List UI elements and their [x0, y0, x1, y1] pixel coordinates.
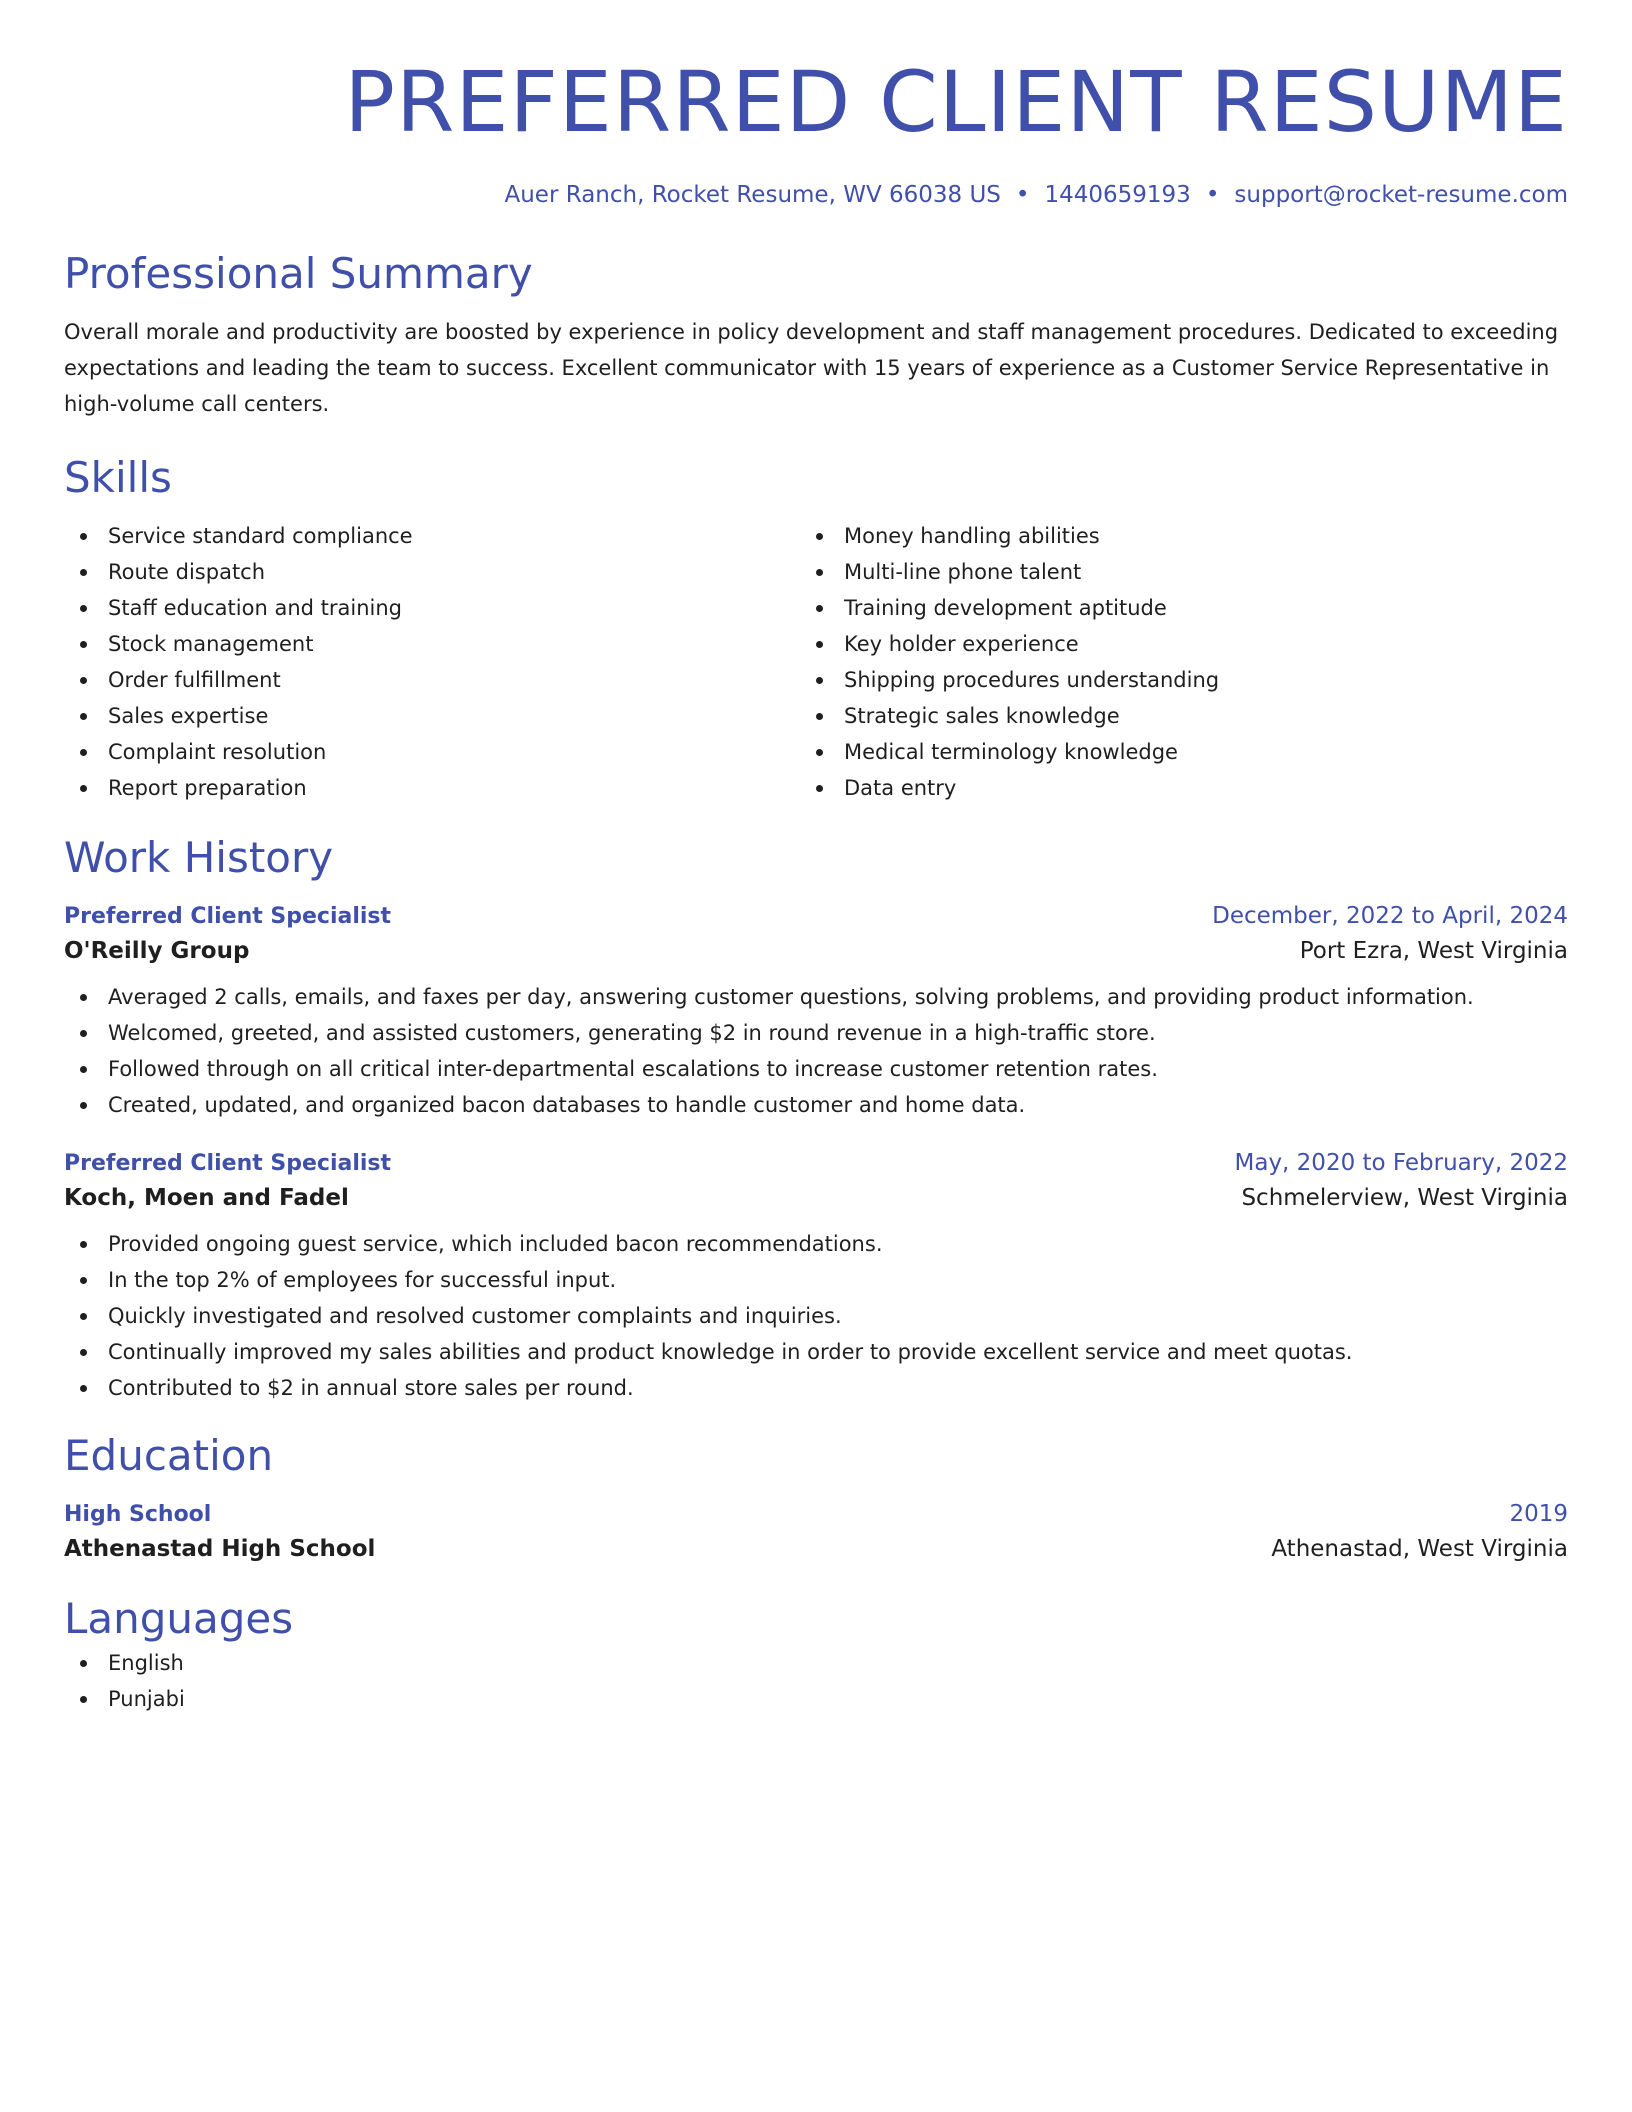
language-item: Punjabi [64, 1681, 1568, 1717]
bullet-icon [80, 1066, 87, 1073]
job-subheader [64, 1180, 1568, 1216]
job-bullet: Averaged 2 calls, emails, and faxes per day, answering customer questions, solving problems, and providing product information. [64, 979, 1568, 1015]
languages-heading: Languages [64, 1594, 294, 1643]
skills-column-left [64, 518, 800, 806]
skill-item: Money handling abilities [800, 518, 1536, 554]
work-history-heading: Work History [64, 833, 334, 882]
skill-item: Service standard compliance [64, 518, 800, 554]
skill-item: Staff education and training [64, 590, 800, 626]
contact-phone: 1440659193 [1044, 182, 1191, 208]
education-degree: High School [64, 1502, 212, 1527]
bullet-icon [80, 641, 87, 648]
bullet-icon [80, 533, 87, 540]
skill-item: Stock management [64, 626, 800, 662]
bullet-icon [80, 1030, 87, 1037]
skill-item: Order fulfillment [64, 662, 800, 698]
bullet-icon [80, 677, 87, 684]
contact-email: support@rocket-resume.com [1234, 182, 1568, 208]
bullet-icon [816, 641, 823, 648]
education-header [64, 1498, 1568, 1531]
bullet-icon [80, 994, 87, 1001]
education-heading: Education [64, 1431, 274, 1480]
skill-item: Route dispatch [64, 554, 800, 590]
bullet-icon [816, 713, 823, 720]
bullet-icon [80, 1102, 87, 1109]
job-bullet: Provided ongoing guest service, which included bacon recommendations. [64, 1226, 1568, 1262]
job-dates: May, 2020 to February, 2022 [1234, 1150, 1568, 1176]
skills-column-right [800, 518, 1536, 806]
skill-item: Complaint resolution [64, 734, 800, 770]
skill-item: Key holder experience [800, 626, 1536, 662]
bullet-icon [80, 749, 87, 756]
job-bullet: Created, updated, and organized bacon databases to handle customer and home data. [64, 1087, 1568, 1123]
bullet-icon [80, 785, 87, 792]
skill-item: Data entry [800, 770, 1536, 806]
bullet-icon [816, 569, 823, 576]
job-company: O'Reilly Group [64, 938, 250, 964]
languages-list [64, 1645, 1568, 1717]
skill-item: Training development aptitude [800, 590, 1536, 626]
bullet-icon [816, 677, 823, 684]
job-header [64, 1147, 1568, 1180]
summary-heading: Professional Summary [64, 249, 533, 298]
bullet-icon [80, 569, 87, 576]
contact-line [64, 180, 1568, 210]
bullet-icon [80, 1277, 87, 1284]
skills-heading: Skills [64, 453, 172, 502]
skills-list-right [800, 518, 1536, 806]
skill-item: Strategic sales knowledge [800, 698, 1536, 734]
job-company: Koch, Moen and Fadel [64, 1185, 349, 1211]
job-header [64, 900, 1568, 933]
job-bullet: Contributed to $2 in annual store sales per round. [64, 1370, 1568, 1406]
education-subheader [64, 1531, 1568, 1567]
education-year: 2019 [1509, 1501, 1568, 1527]
contact-separator: • [1205, 182, 1220, 208]
job-bullet: Quickly investigated and resolved customer complaints and inquiries. [64, 1298, 1568, 1334]
skills-list-left [64, 518, 800, 806]
skill-item: Medical terminology knowledge [800, 734, 1536, 770]
job-entry [64, 1147, 1568, 1406]
job-bullets [64, 979, 1568, 1123]
bullet-icon [816, 533, 823, 540]
resume-title: PREFERRED CLIENT RESUME [344, 53, 1568, 151]
job-subheader [64, 933, 1568, 969]
skill-item: Report preparation [64, 770, 800, 806]
education-entry [64, 1498, 1568, 1567]
bullet-icon [80, 1385, 87, 1392]
skills-grid [64, 518, 1568, 806]
education-school: Athenastad High School [64, 1536, 376, 1562]
resume-header [64, 0, 1568, 210]
bullet-icon [80, 605, 87, 612]
contact-separator: • [1015, 182, 1030, 208]
summary-text: Overall morale and productivity are boosted by experience in policy development and staff management procedures. Dedicated to exceeding expectations and leading the team to success. Excellent communicator with 15 years of experience as a Customer Service Representative in high-volume call centers. [64, 320, 1559, 416]
language-item: English [64, 1645, 1568, 1681]
job-location: Port Ezra, West Virginia [1299, 938, 1568, 964]
bullet-icon [80, 1313, 87, 1320]
job-bullet: Welcomed, greeted, and assisted customers, generating $2 in round revenue in a high-traffic store. [64, 1015, 1568, 1051]
bullet-icon [816, 749, 823, 756]
education-location: Athenastad, West Virginia [1271, 1536, 1568, 1562]
job-location: Schmelerview, West Virginia [1241, 1185, 1568, 1211]
job-role: Preferred Client Specialist [64, 1151, 392, 1176]
job-bullets [64, 1226, 1568, 1406]
bullet-icon [80, 713, 87, 720]
bullet-icon [80, 1349, 87, 1356]
job-bullet: Continually improved my sales abilities and product knowledge in order to provide excellent service and meet quotas. [64, 1334, 1568, 1370]
bullet-icon [80, 1696, 87, 1703]
job-role: Preferred Client Specialist [64, 904, 392, 929]
contact-address: Auer Ranch, Rocket Resume, WV 66038 US [504, 182, 1001, 208]
job-bullet: Followed through on all critical inter-departmental escalations to increase customer retention rates. [64, 1051, 1568, 1087]
bullet-icon [816, 605, 823, 612]
bullet-icon [80, 1241, 87, 1248]
skill-item: Sales expertise [64, 698, 800, 734]
skill-item: Multi-line phone talent [800, 554, 1536, 590]
job-entry [64, 900, 1568, 1123]
job-dates: December, 2022 to April, 2024 [1212, 903, 1568, 929]
bullet-icon [816, 785, 823, 792]
job-bullet: In the top 2% of employees for successful input. [64, 1262, 1568, 1298]
skill-item: Shipping procedures understanding [800, 662, 1536, 698]
bullet-icon [80, 1660, 87, 1667]
